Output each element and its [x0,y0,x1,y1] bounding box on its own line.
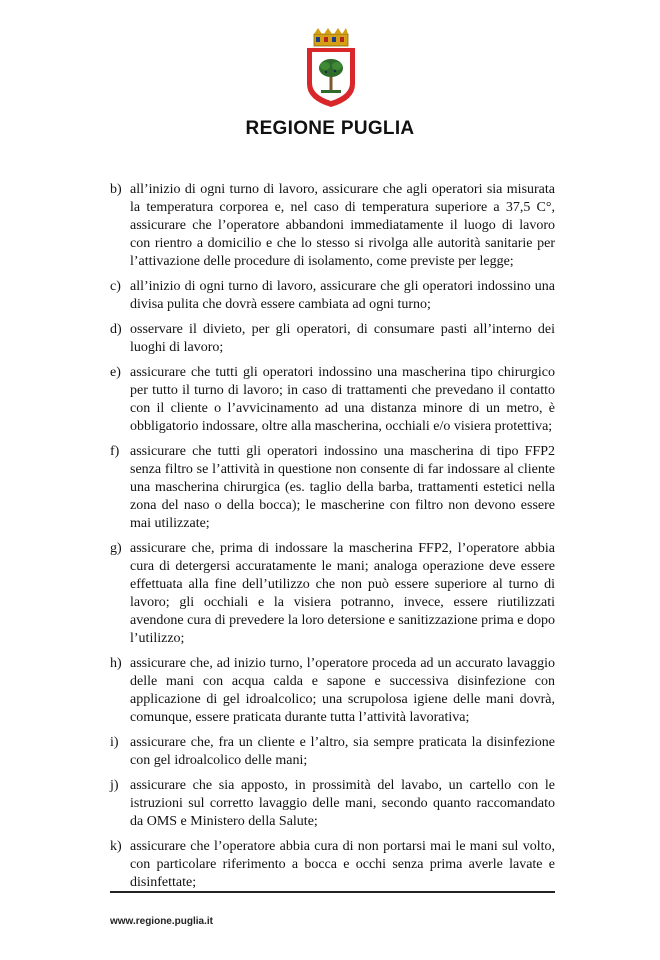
list-item-text: assicurare che, fra un cliente e l’altro, sia sempre praticata la disinfezione con gel idroalcolico delle mani; [130,735,555,768]
list-item-marker: c) [110,279,121,294]
page-title: REGIONE PUGLIA [245,118,415,139]
list-item-text: assicurare che l’operatore abbia cura di non portarsi mai le mani sul volto, con particolare riferimento a bocca e occhi senza prima averle lavate e disinfettate; [130,839,555,890]
footer-website-link[interactable]: www.regione.puglia.it [110,916,213,927]
list-item [110,540,555,648]
list-item-marker: b) [110,182,122,197]
list-item-text: assicurare che tutti gli operatori indossino una mascherina di tipo FFP2 senza filtro se l’attività in questione non consente di far indossare al cliente una mascherina chirurgica (es. taglio della barba, trattamenti estetici nella zona del naso o della bocca); le mascherine con filtro non devono essere mai utilizzate; [130,444,555,531]
region-coat-of-arms-icon [305,28,357,108]
list-item [110,777,555,831]
list-item-marker: e) [110,365,121,380]
list-item-text: assicurare che sia apposto, in prossimità del lavabo, un cartello con le istruzioni sul corretto lavaggio delle mani, secondo quanto raccomandato da OMS e Ministero della Salute; [130,778,555,829]
list-item [110,655,555,727]
list-item-marker: h) [110,656,122,671]
list-item [110,734,555,770]
list-item [110,181,555,271]
list-item-text: assicurare che, prima di indossare la mascherina FFP2, l’operatore abbia cura di detergersi accuratamente le mani; analoga operazione deve essere effettuata alla fine dell’utilizzo che non può essere superiore al turno di lavoro; gli occhiali e la visiera potranno, invece, essere riutilizzati avendone cura di prevedere la loro detersione e sanitizzazione prima e dopo l’utilizzo; [130,541,555,646]
list-item-text: assicurare che tutti gli operatori indossino una mascherina tipo chirurgico per tutto il turno di lavoro; in caso di trattamenti che prevedano il contatto con il cliente o l’avvicinamento ad una distanza minore di un metro, è obbligatorio indossare, oltre alla mascherina, occhiali e/o visiera protettiva; [130,365,555,434]
list-item-text: assicurare che, ad inizio turno, l’operatore proceda ad un accurato lavaggio delle mani con acqua calda e sapone e successiva disinfezione con applicazione di gel idroalcolico; una scrupolosa igiene delle mani dovrà, comunque, essere praticata durante tutta l’attività lavorativa; [130,656,555,725]
list-item-marker: k) [110,839,122,854]
regulation-list [110,181,555,899]
footer-divider [110,891,555,893]
list-item-text: all’inizio di ogni turno di lavoro, assicurare che gli operatori indossino una divisa pulita che dovrà essere cambiata ad ogni turno; [130,279,555,312]
list-item-marker: d) [110,322,122,337]
list-item [110,364,555,436]
list-item [110,838,555,892]
list-item-text: osservare il divieto, per gli operatori, di consumare pasti all’interno dei luoghi di lavoro; [130,322,555,355]
list-item-marker: j) [110,778,119,793]
list-item [110,443,555,533]
page-header [0,0,660,180]
list-item [110,321,555,357]
list-item-marker: f) [110,444,120,459]
list-item-marker: g) [110,541,122,556]
list-item [110,278,555,314]
list-item-marker: i) [110,735,119,750]
list-item-text: all’inizio di ogni turno di lavoro, assicurare che agli operatori sia misurata la temperatura corporea e, nel caso di temperatura superiore a 37,5 C°, assicurare che l’operatore abbandoni immediatamente il luogo di lavoro con rientro a domicilio e che lo stesso si rivolga alle autorità sanitarie per l’attivazione delle procedure di isolamento, come previste per legge; [130,182,555,269]
